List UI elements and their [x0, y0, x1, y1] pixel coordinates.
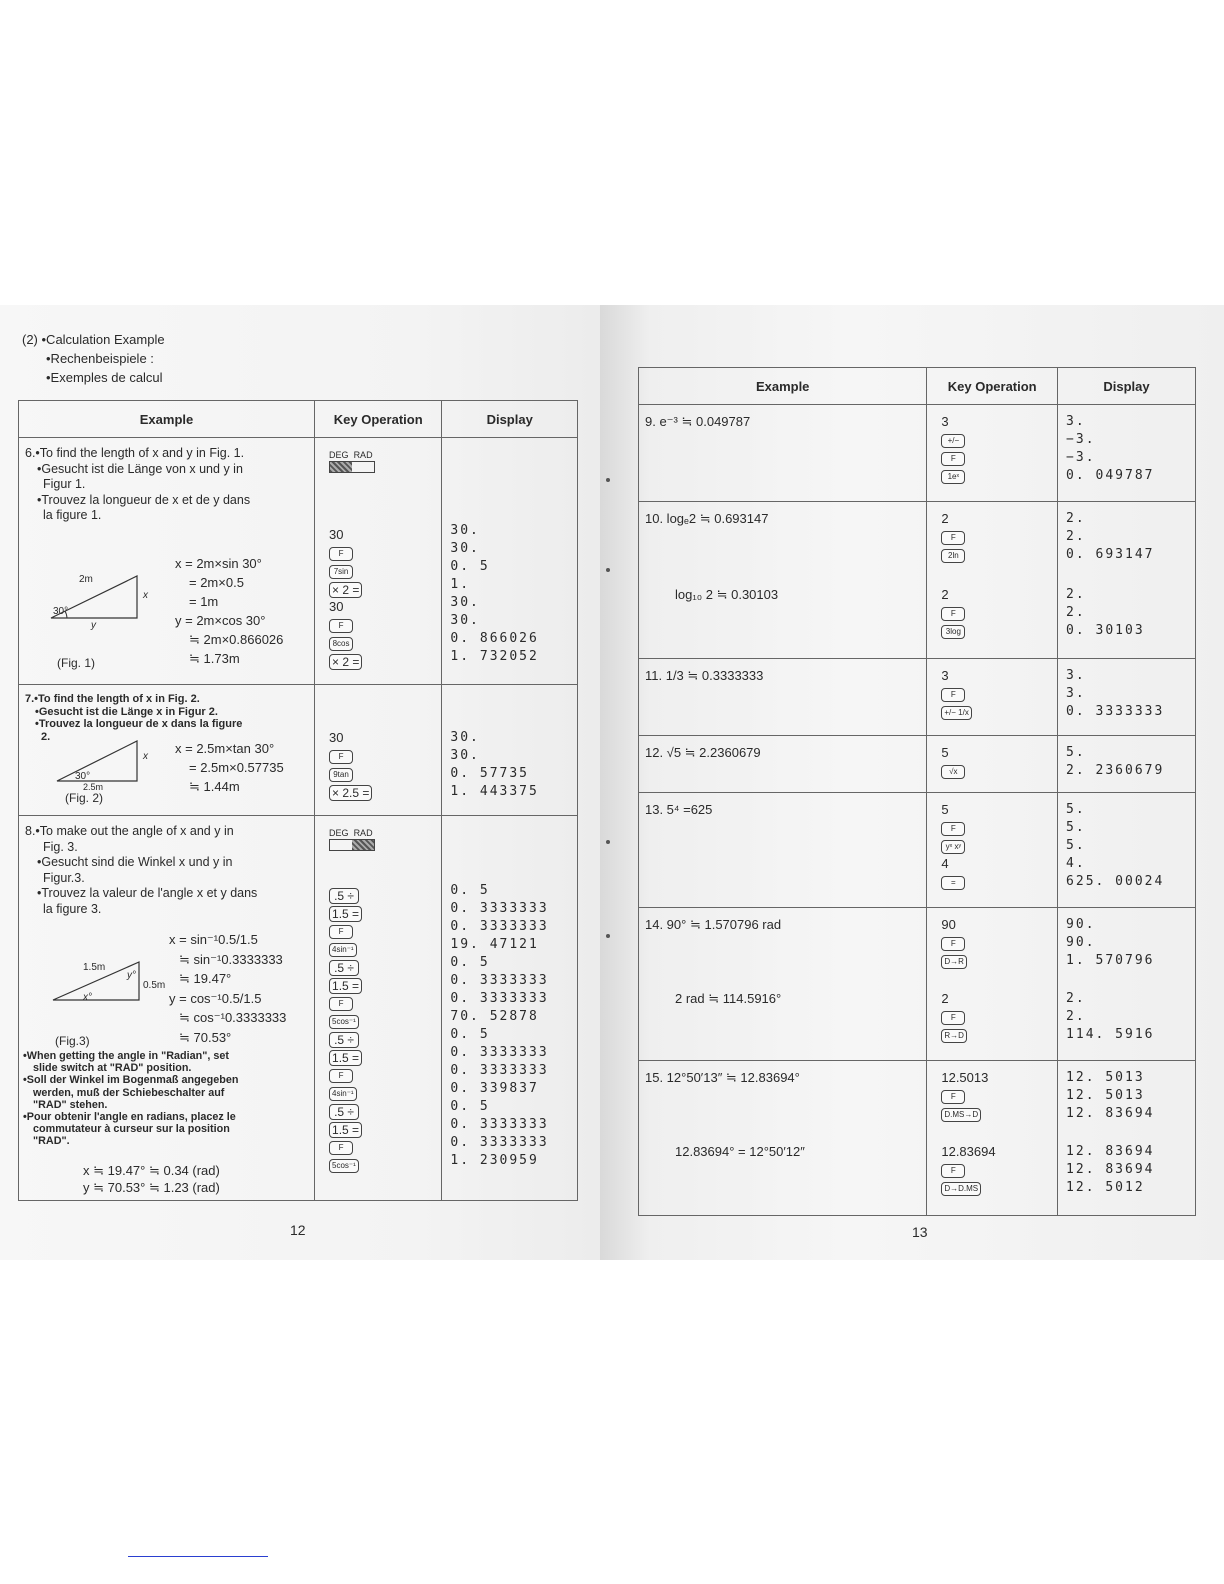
- key-entry: 2: [941, 991, 949, 1006]
- display-value: 2.: [1066, 511, 1086, 526]
- formula-line: = 2m×0.5: [189, 575, 244, 590]
- key-f: F: [941, 1164, 965, 1178]
- display-value: 19. 47121: [450, 937, 539, 952]
- display-value: 2.: [1066, 991, 1086, 1006]
- fig1-label-x: x: [143, 590, 148, 601]
- note-line: werden, muß der Schiebeschalter auf: [33, 1086, 225, 1099]
- example-12-keys: [927, 736, 1058, 793]
- formula-line: y = 2m×cos 30°: [175, 613, 266, 628]
- example-10-cell: [639, 502, 927, 659]
- key-f: F: [941, 688, 965, 702]
- example-9-display: [1058, 405, 1196, 502]
- example-15-cell: [639, 1061, 927, 1216]
- key-log: 3log: [941, 625, 965, 639]
- key-sqrt: √x: [941, 765, 965, 779]
- display-value: 0. 5: [450, 1027, 490, 1042]
- radian-note: [23, 1050, 238, 1148]
- display-value: 30.: [450, 595, 480, 610]
- example-8-display: [442, 816, 578, 1201]
- key-f: F: [941, 937, 965, 951]
- example-9-cell: [639, 405, 927, 502]
- switch-rad-label: RAD: [353, 828, 373, 838]
- switch-deg-label: DEG: [329, 828, 349, 838]
- display-value: 0. 049787: [1066, 468, 1155, 483]
- key-entry: 3: [941, 414, 949, 429]
- display-value: 70. 52878: [450, 1009, 539, 1024]
- key-divide: .5 ÷: [329, 1104, 359, 1120]
- header-key-operation: Key Operation: [927, 368, 1058, 405]
- fig2-caption: (Fig. 2): [65, 791, 104, 805]
- example-13-cell: [639, 793, 927, 908]
- display-value: 90.: [1066, 935, 1096, 950]
- header-key-operation: Key Operation: [315, 401, 442, 438]
- display-value: 3.: [1066, 414, 1086, 429]
- example-title: 11. 1/3 ≒ 0.3333333: [645, 668, 764, 683]
- display-value: 0. 3333333: [450, 1135, 549, 1150]
- example-title: 15. 12°50′13″ ≒ 12.83694°: [645, 1070, 800, 1085]
- header-display: Display: [442, 401, 578, 438]
- page-number-right: 13: [912, 1224, 928, 1240]
- example-8-cell: [19, 816, 315, 1201]
- display-value: 0. 3333333: [450, 919, 549, 934]
- formula-line: x = 2.5m×tan 30°: [175, 741, 275, 756]
- key-f: F: [329, 1069, 353, 1083]
- key-multiply-2-5-equals: × 2.5 =: [329, 785, 372, 801]
- table-row: [639, 405, 1196, 502]
- display-value: 0. 3333333: [450, 901, 549, 916]
- intro-line: •Exemples de calcul: [46, 370, 163, 385]
- key-tan: 9tan: [329, 768, 353, 782]
- key-exp: 1eˣ: [941, 470, 965, 484]
- key-arccos: 5cos⁻¹: [329, 1015, 359, 1029]
- example-text: 2.: [41, 730, 51, 743]
- header-example: Example: [639, 368, 927, 405]
- right-example-table: [638, 367, 1196, 1216]
- formula-line: ≒ 19.47°: [179, 971, 232, 986]
- note-line: slide switch at "RAD" position.: [33, 1062, 192, 1075]
- example-7-keys: [315, 685, 442, 816]
- example-text: •Trouvez la longueur de x et de y dans: [37, 492, 251, 507]
- deg-rad-switch: [329, 828, 375, 886]
- example-6-cell: [19, 438, 315, 685]
- example-8-keys: [315, 816, 442, 1201]
- header-display: Display: [1058, 368, 1196, 405]
- key-divide: .5 ÷: [329, 888, 359, 904]
- fig2-label-30: 30°: [75, 771, 91, 782]
- display-value: 2.: [1066, 1009, 1086, 1024]
- example-14-keys: [927, 908, 1058, 1061]
- key-f: F: [941, 531, 965, 545]
- table-row: [639, 736, 1196, 793]
- result-block: [83, 1162, 220, 1196]
- example-text: la figure 1.: [43, 508, 102, 522]
- key-f: F: [941, 607, 965, 621]
- example-text: •Gesucht sind die Winkel x und y in: [37, 855, 233, 869]
- display-value: 12. 5012: [1066, 1180, 1145, 1195]
- display-value: 0. 3333333: [450, 991, 549, 1006]
- fig1-label-30: 30°: [53, 606, 69, 617]
- key-arcsin: 4sin⁻¹: [329, 1087, 357, 1101]
- table-row: [19, 438, 578, 685]
- fig2-label-2-5m: 2.5m: [83, 782, 104, 792]
- fig1-label-y: y: [91, 620, 96, 631]
- fig1-label-2m: 2m: [79, 574, 93, 585]
- table-row: [639, 659, 1196, 736]
- example-13-keys: [927, 793, 1058, 908]
- formula-line: ≒ sin⁻¹0.3333333: [179, 951, 283, 967]
- display-value: 0. 3333333: [450, 1045, 549, 1060]
- display-value: 0. 5: [450, 559, 490, 574]
- example-7-display: [442, 685, 578, 816]
- result-line: x ≒ 19.47° ≒ 0.34 (rad): [83, 1163, 220, 1178]
- table-row: [639, 908, 1196, 1061]
- display-value: 625. 00024: [1066, 874, 1165, 889]
- intro-heading: [22, 330, 165, 387]
- table-row: [639, 502, 1196, 659]
- key-f: F: [329, 925, 353, 939]
- formula-line: ≒ 1.73m: [189, 651, 240, 666]
- binding-mark: [606, 934, 610, 938]
- key-deg-to-dms: D→D.MS: [941, 1182, 981, 1196]
- key-multiply-2-equals: × 2 =: [329, 582, 362, 598]
- example-text: Figur 1.: [43, 477, 86, 491]
- display-value: 30.: [450, 523, 480, 538]
- example-9-keys: [927, 405, 1058, 502]
- example-10-display: [1058, 502, 1196, 659]
- example-text: la figure 3.: [43, 901, 102, 916]
- key-f: F: [329, 619, 353, 633]
- example-15-display: [1058, 1061, 1196, 1216]
- key-rad-to-deg: R→D: [941, 1029, 967, 1043]
- key-f: F: [941, 1011, 965, 1025]
- example-text: •Trouvez la valeur de l'angle x et y dans: [37, 886, 258, 900]
- example-text: 8.•To make out the angle of x and y in: [25, 824, 234, 838]
- example-title: 12.83694° = 12°50′12″: [675, 1144, 805, 1159]
- example-14-cell: [639, 908, 927, 1061]
- deg-rad-switch: [329, 450, 375, 526]
- display-value: 12. 5013: [1066, 1070, 1145, 1085]
- fig3-label-1-5m: 1.5m: [83, 962, 106, 973]
- key-sin: 7sin: [329, 565, 353, 579]
- example-11-keys: [927, 659, 1058, 736]
- key-f: F: [329, 547, 353, 561]
- left-example-table: [18, 400, 578, 1201]
- display-value: 5.: [1066, 745, 1086, 760]
- key-reciprocal: +/− 1/x: [941, 706, 971, 720]
- key-multiply-2-equals: × 2 =: [329, 654, 362, 670]
- display-value: 0. 30103: [1066, 623, 1145, 638]
- key-f: F: [941, 452, 965, 466]
- display-value: 30.: [450, 730, 480, 745]
- example-12-display: [1058, 736, 1196, 793]
- key-dms-to-deg: D.MS→D: [941, 1108, 981, 1122]
- key-f: F: [941, 1090, 965, 1104]
- display-value: 1. 732052: [450, 649, 539, 664]
- table-row: [639, 793, 1196, 908]
- key-plus-minus: +/−: [941, 434, 965, 448]
- key-divide: .5 ÷: [329, 1032, 359, 1048]
- note-line: •Pour obtenir l'angle en radians, placez le: [23, 1110, 236, 1123]
- switch-deg-position: [329, 461, 375, 473]
- example-title: 14. 90° ≒ 1.570796 rad: [645, 917, 782, 932]
- underline-mark: [128, 1556, 268, 1557]
- note-line: "RAD" stehen.: [33, 1098, 108, 1111]
- key-f: F: [329, 1141, 353, 1155]
- display-value: 0. 5: [450, 1099, 490, 1114]
- display-value: 12. 83694: [1066, 1144, 1155, 1159]
- formula-line: = 1m: [189, 594, 219, 609]
- display-value: 12. 5013: [1066, 1088, 1145, 1103]
- example-12-cell: [639, 736, 927, 793]
- key-entry: 30: [329, 599, 344, 614]
- page-number-left: 12: [290, 1222, 306, 1238]
- key-divide: .5 ÷: [329, 960, 359, 976]
- formula-line: x = sin⁻¹0.5/1.5: [169, 932, 258, 947]
- display-value: 0. 693147: [1066, 547, 1155, 562]
- display-value: 30.: [450, 541, 480, 556]
- example-text: •Gesucht ist die Länge von x und y in: [37, 461, 243, 476]
- display-value: 2.: [1066, 605, 1086, 620]
- key-entry: 3: [941, 668, 949, 683]
- binding-mark: [606, 568, 610, 572]
- key-entry: 30: [329, 527, 344, 542]
- key-entry: 5: [941, 802, 949, 817]
- formula-line: ≒ 2m×0.866026: [189, 632, 284, 647]
- key-cos: 8cos: [329, 637, 353, 651]
- example-title: 2 rad ≒ 114.5916°: [675, 991, 782, 1006]
- display-value: 12. 83694: [1066, 1106, 1155, 1121]
- key-f: F: [329, 997, 353, 1011]
- key-equals: 1.5 =: [329, 906, 362, 922]
- display-value: 3.: [1066, 668, 1086, 683]
- key-deg-to-rad: D→R: [941, 955, 967, 969]
- switch-rad-position: [329, 839, 375, 851]
- key-f: F: [329, 750, 353, 764]
- formula-line: ≒ 1.44m: [189, 779, 240, 794]
- switch-deg-label: DEG: [329, 450, 349, 460]
- example-title: 10. logₑ2 ≒ 0.693147: [645, 511, 769, 526]
- display-value: 0. 5: [450, 883, 490, 898]
- example-7-cell: [19, 685, 315, 816]
- example-text: •Trouvez la longueur de x dans la figure: [35, 718, 243, 730]
- key-entry: 12.83694: [941, 1144, 996, 1159]
- result-line: y ≒ 70.53° ≒ 1.23 (rad): [83, 1180, 220, 1195]
- formula-line: ≒ 70.53°: [179, 1029, 232, 1045]
- example-11-display: [1058, 659, 1196, 736]
- display-value: 1.: [450, 577, 471, 592]
- display-value: 1. 570796: [1066, 953, 1155, 968]
- formula-line: y = cos⁻¹0.5/1.5: [169, 990, 262, 1006]
- display-value: 1. 443375: [450, 784, 539, 799]
- display-value: 4.: [1066, 856, 1086, 871]
- display-value: 12. 83694: [1066, 1162, 1155, 1177]
- binding-mark: [606, 840, 610, 844]
- note-line: •When getting the angle in "Radian", set: [23, 1050, 229, 1062]
- fig3-label-y: y°: [127, 970, 136, 981]
- key-power: yˣ xʸ: [941, 840, 965, 854]
- note-line: •Soll der Winkel im Bogenmaß angegeben: [23, 1074, 239, 1087]
- key-equals: 1.5 =: [329, 978, 362, 994]
- example-title: 9. e⁻³ ≒ 0.049787: [645, 414, 751, 429]
- display-value: 30.: [450, 613, 480, 628]
- display-value: 2.: [1066, 529, 1086, 544]
- fig3-label-x: x°: [83, 992, 92, 1003]
- key-equals: =: [941, 876, 965, 890]
- table-header-row: [639, 368, 1196, 405]
- example-text: Fig. 3.: [43, 839, 78, 854]
- display-value: 0. 3333333: [450, 1117, 549, 1132]
- example-6-keys: [315, 438, 442, 685]
- formula-block: [175, 554, 283, 668]
- formula-block: [175, 739, 284, 796]
- display-value: 114. 5916: [1066, 1027, 1155, 1042]
- display-value: 0. 3333333: [450, 1063, 549, 1078]
- example-text: 6.•To find the length of x and y in Fig. 1.: [25, 446, 245, 460]
- table-header-row: [19, 401, 578, 438]
- key-entry: 90: [941, 917, 956, 932]
- binding-mark: [606, 478, 610, 482]
- triangle-figure-1: [45, 568, 145, 626]
- key-entry: 5: [941, 745, 949, 760]
- example-6-display: [442, 438, 578, 685]
- table-row: [19, 685, 578, 816]
- example-title: log₁₀ 2 ≒ 0.30103: [675, 587, 779, 602]
- note-line: "RAD".: [33, 1135, 70, 1148]
- key-f: F: [941, 822, 965, 836]
- fig3-caption: (Fig.3): [55, 1034, 90, 1048]
- key-entry: 2: [941, 511, 949, 526]
- display-value: 5.: [1066, 802, 1086, 817]
- display-value: 0. 3333333: [450, 973, 549, 988]
- formula-line: ≒ cos⁻¹0.3333333: [179, 1010, 287, 1025]
- display-value: 5.: [1066, 838, 1086, 853]
- key-equals: 1.5 =: [329, 1050, 362, 1066]
- key-arccos: 5cos⁻¹: [329, 1159, 359, 1173]
- display-value: −3.: [1066, 432, 1096, 447]
- example-11-cell: [639, 659, 927, 736]
- display-value: 30.: [450, 748, 480, 763]
- key-equals: 1.5 =: [329, 1122, 362, 1138]
- display-value: 1. 230959: [450, 1153, 539, 1168]
- example-13-display: [1058, 793, 1196, 908]
- example-title: 13. 5⁴ =625: [645, 802, 713, 817]
- key-entry: 2: [941, 587, 949, 602]
- display-value: 2.: [1066, 587, 1086, 602]
- switch-rad-label: RAD: [353, 450, 373, 460]
- table-row: [639, 1061, 1196, 1216]
- display-value: 3.: [1066, 686, 1086, 701]
- display-value: 0. 866026: [450, 631, 539, 646]
- fig3-label-0-5m: 0.5m: [143, 980, 166, 991]
- fig2-label-x: x: [143, 751, 148, 762]
- key-ln: 2ln: [941, 549, 965, 563]
- example-text: Figur.3.: [43, 870, 85, 885]
- fig1-caption: (Fig. 1): [57, 656, 96, 670]
- intro-line: (2) •Calculation Example: [22, 332, 165, 347]
- formula-line: = 2.5m×0.57735: [189, 760, 284, 775]
- example-14-display: [1058, 908, 1196, 1061]
- display-value: 90.: [1066, 917, 1096, 932]
- formula-line: x = 2m×sin 30°: [175, 556, 262, 571]
- display-value: −3.: [1066, 450, 1096, 465]
- example-text: •Gesucht ist die Länge x in Figur 2.: [35, 705, 218, 718]
- table-row: [19, 816, 578, 1201]
- formula-block: [169, 930, 286, 1047]
- key-entry: 12.5013: [941, 1070, 989, 1085]
- note-line: commutateur à curseur sur la position: [33, 1123, 230, 1136]
- header-example: Example: [19, 401, 315, 438]
- key-entry: 4: [941, 856, 949, 871]
- display-value: 2. 2360679: [1066, 763, 1165, 778]
- example-title: 12. √5 ≒ 2.2360679: [645, 745, 761, 760]
- key-arcsin: 4sin⁻¹: [329, 943, 357, 957]
- example-text: 7.•To find the length of x in Fig. 2.: [25, 693, 200, 705]
- intro-line: •Rechenbeispiele :: [46, 351, 154, 366]
- display-value: 0. 339837: [450, 1081, 539, 1096]
- display-value: 0. 3333333: [1066, 704, 1165, 719]
- key-entry: 30: [329, 730, 344, 745]
- display-value: 0. 5: [450, 955, 490, 970]
- example-15-keys: [927, 1061, 1058, 1216]
- display-value: 5.: [1066, 820, 1086, 835]
- display-value: 0. 57735: [450, 766, 530, 781]
- example-10-keys: [927, 502, 1058, 659]
